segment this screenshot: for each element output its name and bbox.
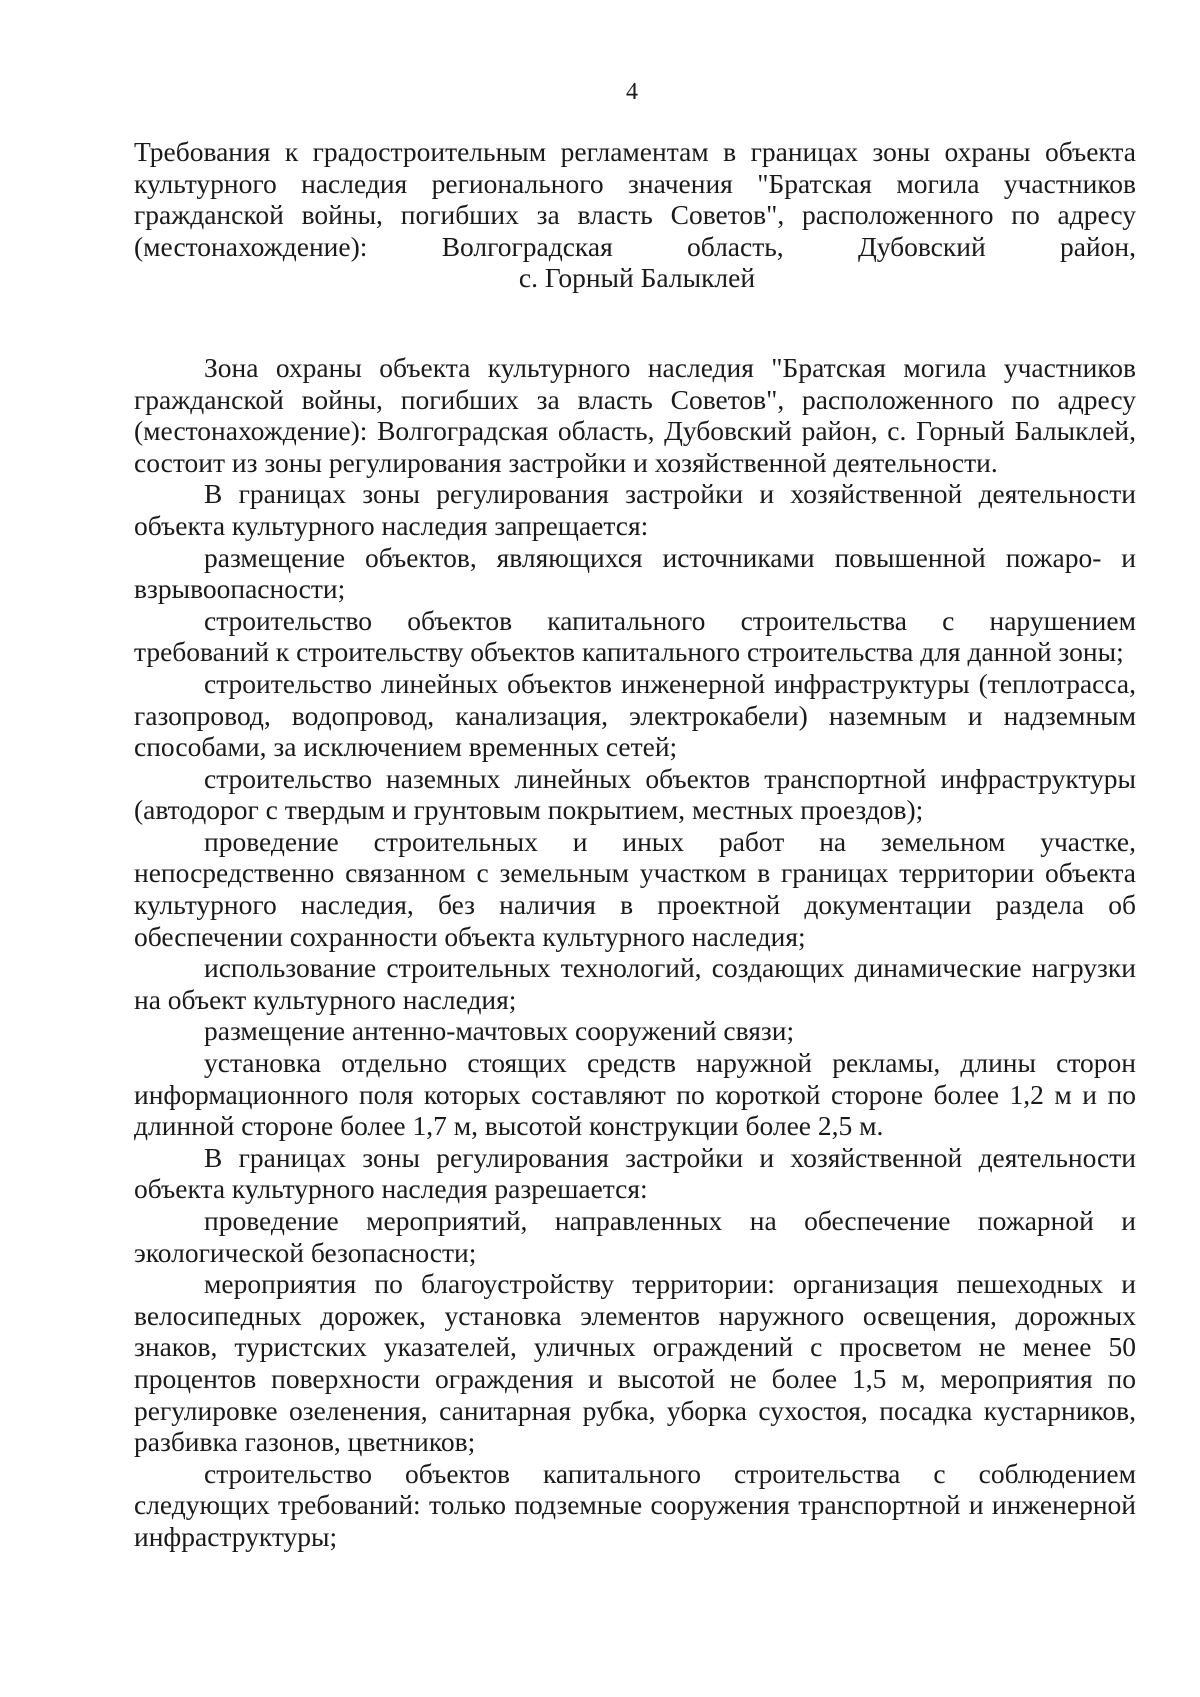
list-item-permitted: строительство объектов капитального строительства с соблюдением следующих требований: только подземные сооружения транспортной и инженерной инфраструктуры; — [134, 1457, 1136, 1552]
list-item-prohibited: строительство объектов капитального строительства с нарушением требований к строительству объектов капитального строительства для данной зоны; — [134, 604, 1136, 668]
list-item-prohibited: строительство наземных линейных объектов транспортной инфраструктуры (автодорог с твердым и грунтовым покрытием, местных проездов); — [134, 762, 1136, 826]
list-item-permitted: проведение мероприятий, направленных на обеспечение пожарной и экологической безопасности; — [134, 1205, 1136, 1268]
list-item-prohibited: установка отдельно стоящих средств наружной рекламы, длины сторон информационного поля которых составляют по короткой стороне более 1,2 м и по длинной стороне более 1,7 м, высотой конструкции более 2,5 м. — [134, 1047, 1136, 1142]
paragraph-permitted-intro: В границах зоны регулирования застройки и хозяйственной деятельности объекта культурного наследия разрешается: — [134, 1141, 1136, 1205]
document-heading-last-line: с. Горный Балыклей — [518, 262, 756, 294]
page-number: 4 — [626, 79, 638, 105]
heading-spacer — [134, 294, 1136, 352]
document-heading: Требования к градостроительным регламентам в границах зоны охраны объекта культурного наследия регионального значения "Братская могила участников гражданской войны, погибших за власть Советов", расположенного по адресу (местонахождение): Волгоградская область, Дубовский район, — [134, 136, 1136, 262]
list-item-prohibited: размещение антенно-мачтовых сооружений связи; — [204, 1015, 795, 1047]
list-item-prohibited: использование строительных технологий, создающих динамические нагрузки на объект культурного наследия; — [134, 952, 1136, 1015]
list-item-permitted: мероприятия по благоустройству территории: организация пешеходных и велосипедных дорожек, установка элементов наружного освещения, дорожных знаков, туристских указателей, уличных ограждений с просветом не менее 50 процентов поверхности ограждения и высотой не более 1,5 м, мероприятия по регулировке озеленения, санитарная рубка, уборка сухостоя, посадка кустарников, разбивка газонов, цветников; — [134, 1268, 1136, 1458]
list-item-prohibited: проведение строительных и иных работ на земельном участке, непосредственно связанном с земельным участком в границах территории объекта культурного наследия, без наличия в проектной документации раздела об обеспечении сохранности объекта культурного наследия; — [134, 825, 1136, 952]
list-item-prohibited: размещение объектов, являющихся источниками повышенной пожаро- и взрывоопасности; — [134, 541, 1136, 605]
document-body — [134, 136, 1136, 1553]
paragraph-prohibited-intro: В границах зоны регулирования застройки и хозяйственной деятельности объекта культурного наследия запрещается: — [134, 478, 1136, 541]
list-item-prohibited: строительство линейных объектов инженерной инфраструктуры (теплотрасса, газопровод, водопровод, канализация, электрокабели) наземным и надземным способами, за исключением временных сетей; — [134, 667, 1136, 763]
paragraph-zone-composition: Зона охраны объекта культурного наследия "Братская могила участников гражданской войны, погибших за власть Советов", расположенного по адресу (местонахождение): Волгоградская область, Дубовский район, с. Горный Балыклей, состоит из зоны регулирования застройки и хозяйственной деятельности. — [134, 351, 1136, 478]
